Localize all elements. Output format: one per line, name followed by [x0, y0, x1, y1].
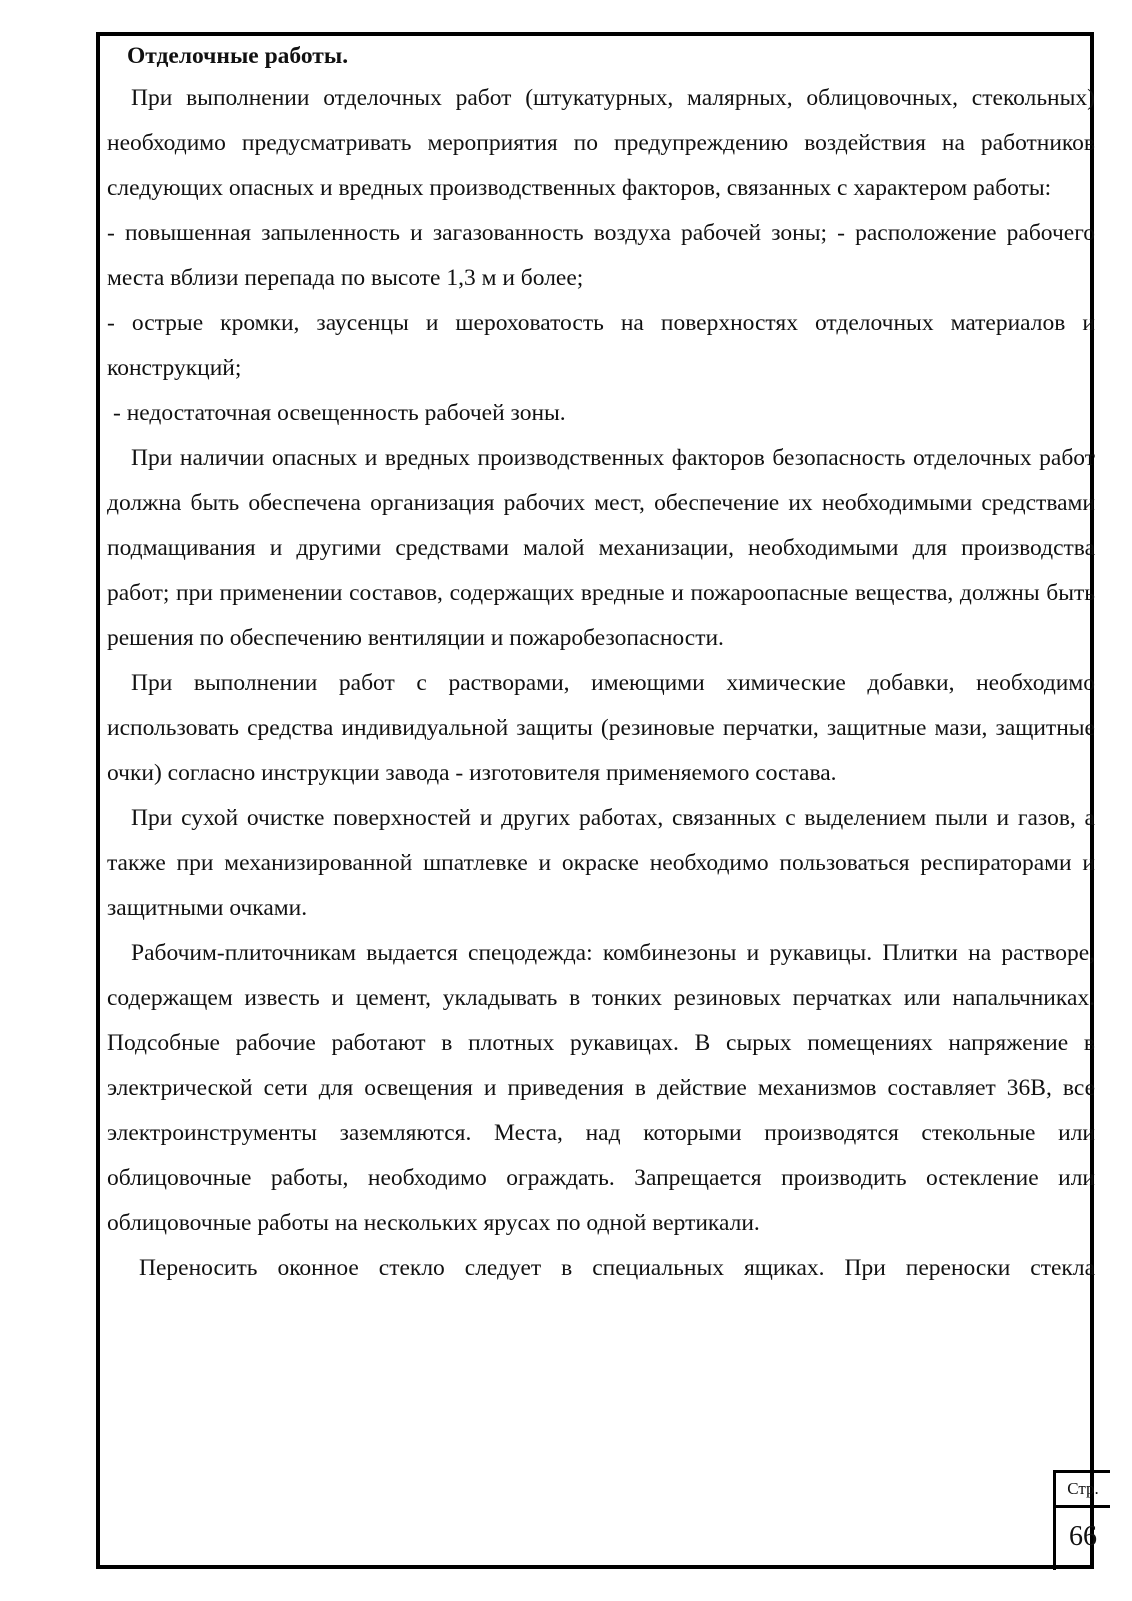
list-item-edges: - острые кромки, заусенцы и шероховатость на поверхностях отделочных материалов и конструкций; [107, 310, 1095, 381]
paragraph-intro: При выполнении отделочных работ (штукатурных, малярных, облицовочных, стекольных) необходимо предусматривать мероприятия по предупреждению воздействия на работников следующих опасных и вредных производственных факторов, связанных с характером работы: [107, 85, 1095, 201]
paragraph-safety: При наличии опасных и вредных производственных факторов безопасность отделочных работ должна быть обеспечена организация рабочих мест, обеспечение их необходимыми средствами подмащивания и другими средствами малой механизации, необходимыми для производства работ; при применении составов, содержащих вредные и пожароопасные вещества, должны быть решения по обеспечению вентиляции и пожаробезопасности. [107, 445, 1095, 651]
paragraph-dry-cleaning: При сухой очистке поверхностей и других работах, связанных с выделением пыли и газов, а также при механизированной шпатлевке и окраске необходимо пользоваться респираторами и защитными очками. [107, 805, 1095, 921]
section-heading: Отделочные работы. [127, 43, 349, 69]
paragraph-solutions: При выполнении работ с растворами, имеющими химические добавки, необходимо использовать средства индивидуальной защиты (резиновые перчатки, защитные мази, защитные очки) согласно инструкции завода - изготовителя применяемого состава. [107, 670, 1095, 786]
page-number: 66 [1069, 1521, 1097, 1552]
page-label: Стр. [1056, 1470, 1110, 1508]
paragraph-tilers: Рабочим-плиточникам выдается спецодежда: комбинезоны и рукавицы. Плитки на растворе, содержащем известь и цемент, укладывать в тонких резиновых перчатках или напальчниках. Подсобные рабочие работают в плотных рукавицах. В сырых помещениях напряжение в электрической сети для освещения и приведения в действие механизмов составляет 36В, все электроинструменты заземляются. Места, над которыми производятся стекольные или облицовочные работы, необходимо ограждать. Запрещается производить остекление или облицовочные работы на нескольких ярусах по одной вертикали. [107, 940, 1095, 1236]
paragraph-glass: Переносить оконное стекло следует в специальных ящиках. При переноски стекла [139, 1255, 1095, 1281]
list-item-dust: - повышенная запыленность и загазованность воздуха рабочей зоны; - расположение рабочего места вблизи перепада по высоте 1,3 м и более; [107, 220, 1095, 291]
page-number-box [1053, 1470, 1110, 1570]
document-body [107, 36, 1095, 1291]
list-item-lighting: - недостаточная освещенность рабочей зоны. [113, 400, 566, 426]
